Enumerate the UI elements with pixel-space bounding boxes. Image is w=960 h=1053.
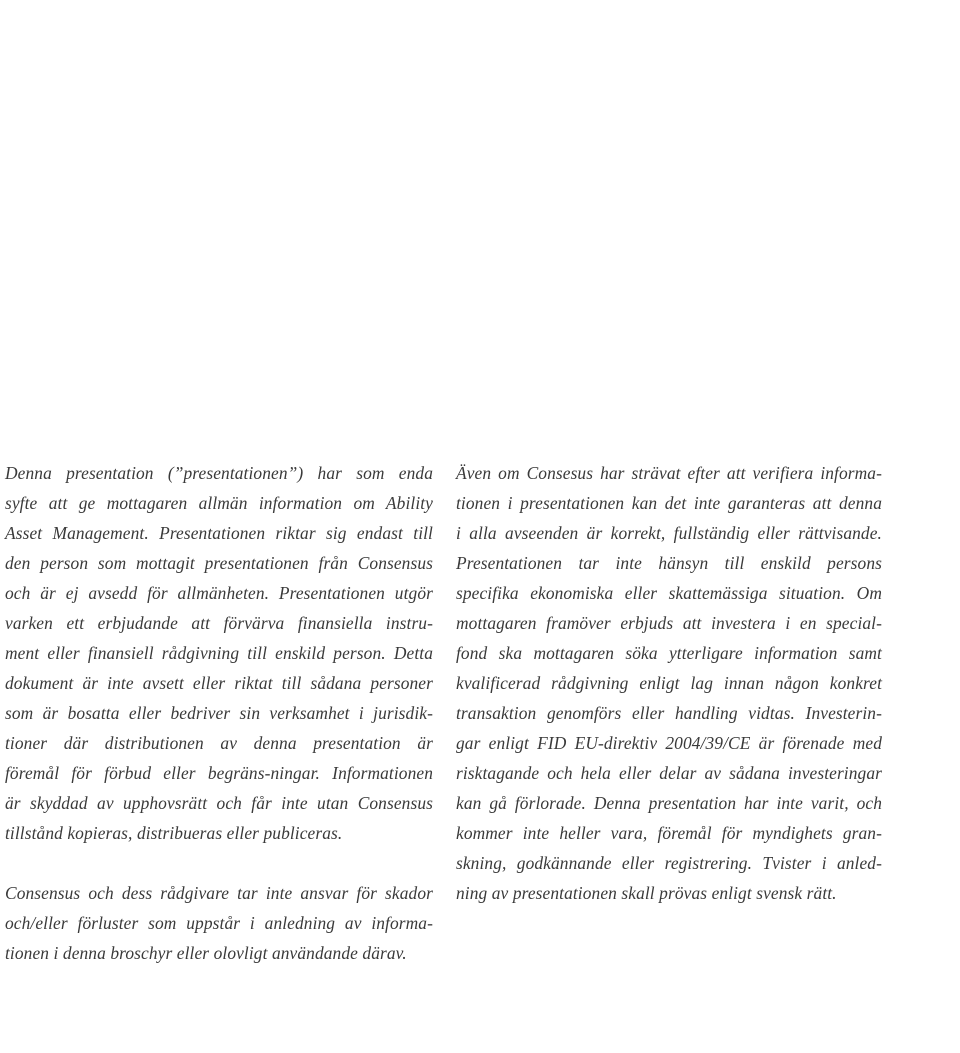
verification-paragraph — [456, 458, 882, 908]
text-line: tionen i denna broschyr eller olovligt användande därav. — [5, 943, 407, 963]
text-line: varken ett erbjudande att förvärva finansiella instru- — [5, 613, 433, 633]
text-line: fond ska mottagaren söka ytterligare information samt — [456, 643, 882, 663]
text-line: skning, godkännande eller registrering. Tvister i anled- — [456, 853, 882, 873]
disclaimer-paragraph — [5, 458, 433, 848]
text-line: tillstånd kopieras, distribueras eller publiceras. — [5, 823, 343, 843]
right-column — [456, 458, 882, 908]
text-line: risktagande och hela eller delar av sådana investeringar — [456, 763, 882, 783]
text-line: Även om Consesus har strävat efter att verifiera informa- — [456, 463, 882, 483]
text-line: kommer inte heller vara, föremål för myndighets gran- — [456, 823, 882, 843]
text-line: specifika ekonomiska eller skattemässiga situation. Om — [456, 583, 882, 603]
text-line: kan gå förlorade. Denna presentation har inte varit, och — [456, 793, 882, 813]
text-line: transaktion genomförs eller handling vidtas. Investerin- — [456, 703, 882, 723]
text-line: tionen i presentationen kan det inte garanteras att denna — [456, 493, 882, 513]
text-line: Denna presentation (”presentationen”) har som enda — [5, 463, 433, 483]
text-line: Presentationen tar inte hänsyn till enskild persons — [456, 553, 882, 573]
text-line: syfte att ge mottagaren allmän information om Ability — [5, 493, 433, 513]
text-line: och/eller förluster som uppstår i anledning av informa- — [5, 913, 433, 933]
text-line: kvalificerad rådgivning enligt lag innan någon konkret — [456, 673, 882, 693]
text-line: ning av presentationen skall prövas enligt svensk rätt. — [456, 883, 837, 903]
paragraph-spacer — [5, 848, 433, 878]
text-line: är skyddad av upphovsrätt och får inte utan Consensus — [5, 793, 433, 813]
text-line: Asset Management. Presentationen riktar sig endast till — [5, 523, 433, 543]
text-line: den person som mottagit presentationen från Consensus — [5, 553, 433, 573]
left-column — [5, 458, 433, 968]
text-line: i alla avseenden är korrekt, fullständig eller rättvisande. — [456, 523, 882, 543]
text-line: tioner där distributionen av denna presentation är — [5, 733, 433, 753]
text-line: ment eller finansiell rådgivning till enskild person. Detta — [5, 643, 433, 663]
text-line: Consensus och dess rådgivare tar inte ansvar för skador — [5, 883, 433, 903]
text-line: dokument är inte avsett eller riktat till sådana personer — [5, 673, 433, 693]
liability-paragraph — [5, 878, 433, 968]
text-line: mottagaren framöver erbjuds att investera i en special- — [456, 613, 882, 633]
text-line: föremål för förbud eller begräns-ningar. Informationen — [5, 763, 433, 783]
text-line: som är bosatta eller bedriver sin verksamhet i jurisdik- — [5, 703, 433, 723]
text-line: och är ej avsedd för allmänheten. Presentationen utgör — [5, 583, 433, 603]
text-line: gar enligt FID EU-direktiv 2004/39/CE är förenade med — [456, 733, 882, 753]
